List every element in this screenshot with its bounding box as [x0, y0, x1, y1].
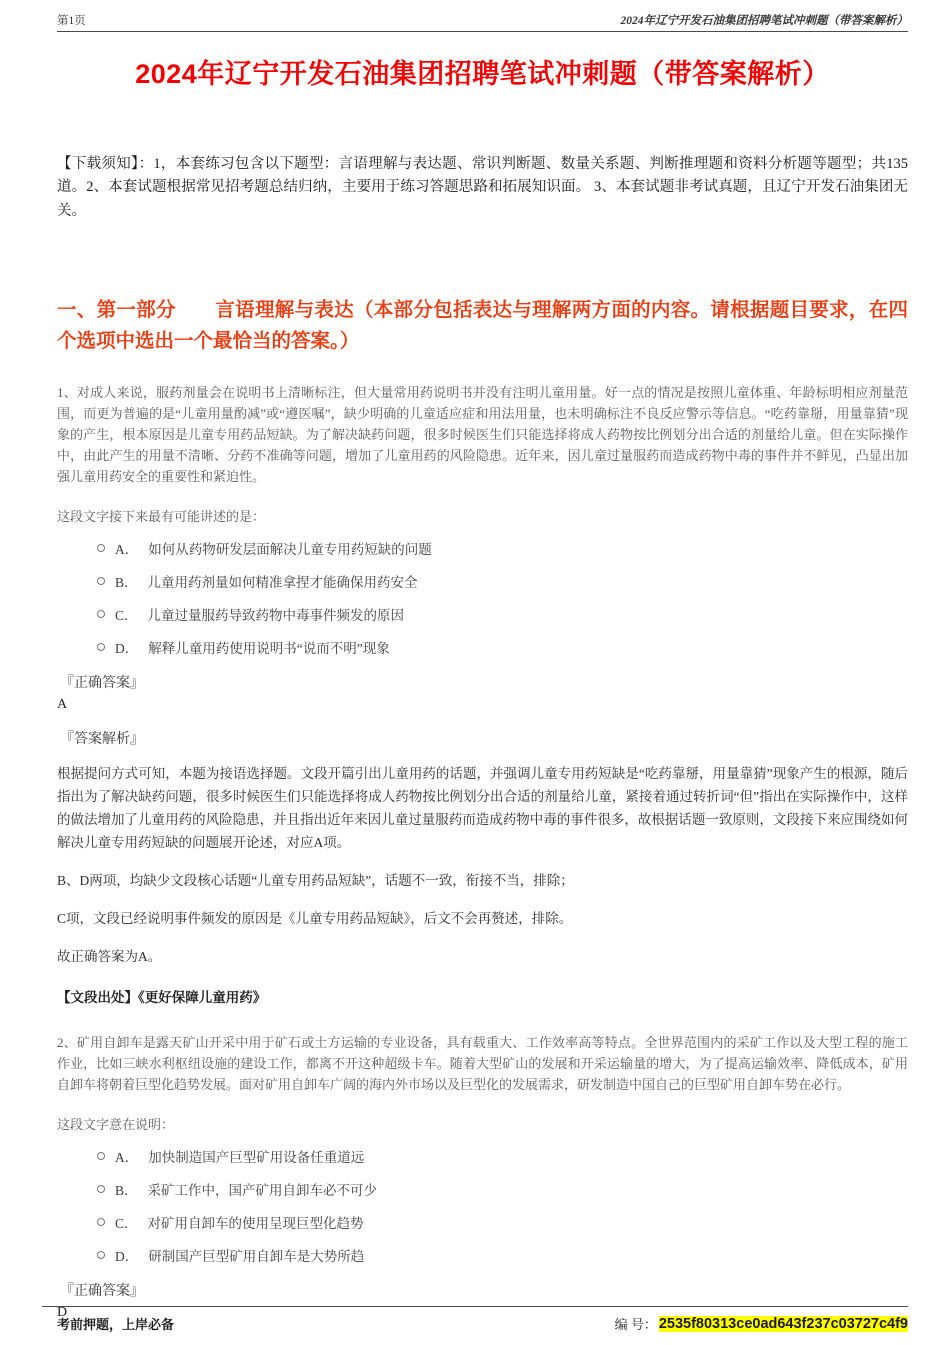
- option-text: 解释儿童用药使用说明书“说而不明”现象: [148, 641, 390, 657]
- question-1: [57, 382, 908, 1006]
- option-letter: B．: [115, 575, 138, 591]
- option-row-a[interactable]: [97, 538, 908, 558]
- footer-code-value: 2535f80313ce0ad643f237c03727c4f9: [658, 1315, 908, 1332]
- correct-answer-value: D: [57, 1304, 68, 1320]
- option-letter: A．: [115, 542, 139, 558]
- question-2-options: [97, 1146, 908, 1265]
- passage-source: 【文段出处】《更好保障儿童用药》: [57, 989, 267, 1005]
- radio-icon[interactable]: [97, 1185, 105, 1193]
- radio-icon[interactable]: [97, 643, 105, 651]
- radio-icon[interactable]: [97, 544, 105, 552]
- footer-code-group: [615, 1314, 908, 1333]
- option-text: 采矿工作中，国产矿用自卸车必不可少: [147, 1182, 378, 1198]
- question-2: [57, 1032, 908, 1321]
- header-doc-title: 2024年辽宁开发石油集团招聘笔试冲刺题（带答案解析）: [620, 15, 908, 27]
- option-letter: B．: [115, 1182, 138, 1198]
- page-title: 2024年辽宁开发石油集团招聘笔试冲刺题（带答案解析）: [135, 59, 830, 89]
- option-text: 对矿用自卸车的使用呈现巨型化趋势: [147, 1215, 364, 1231]
- option-row-c[interactable]: [97, 1212, 908, 1232]
- option-text: 加快制造国产巨型矿用设备任重道远: [148, 1149, 365, 1165]
- option-letter: C．: [115, 608, 138, 624]
- option-row-b[interactable]: [97, 571, 908, 591]
- question-2-stem: 2、矿用自卸车是露天矿山开采中用于矿石或土方运输的专业设备，具有载重大、工作效率高等特点。全世界范围内的采矿工作以及大型工程的施工作业，比如三峡水利枢纽设施的建设工作，都离不开这种超级卡车。随着大型矿山的发展和开采运输量的增大，为了提高运输效率、降低成本，矿用自卸车将朝着巨型化趋势发展。面对矿用自卸车广阔的海内外市场以及巨型化的发展需求，研发制造中国自己的巨型矿用自卸车势在必行。: [57, 1034, 908, 1092]
- analysis-label: 『答案解析』: [60, 732, 144, 748]
- question-1-options: [97, 538, 908, 657]
- question-1-stem: 1、对成人来说，服药剂量会在说明书上清晰标注，但大量常用药说明书并没有注明儿童用量。好一点的情况是按照儿童体重、年龄标明相应剂量范围，而更为普遍的是“儿童用量酌减”或“遵医嘱”，缺少明确的儿童适应症和用法用量，也未明确标注不良反应警示等信息。“吃药靠掰，用量靠猜”现象的产生，根本原因是儿童专用药品短缺。为了解决缺药问题，很多时候医生们只能选择将成人药物按比例划分出合适的剂量给儿童。但在实际操作中，由此产生的用量不清晰、分药不准确等问题，增加了儿童用药的风险隐患。近年来，因儿童过量服药而造成药物中毒的事件并不鲜见，凸显出加强儿童用药安全的重要性和紧迫性。: [57, 384, 908, 485]
- option-text: 儿童用药剂量如何精准拿捏才能确保用药安全: [147, 575, 418, 591]
- option-text: 如何从药物研发层面解决儿童专用药短缺的问题: [148, 542, 432, 558]
- correct-answer-label: 『正确答案』: [60, 676, 144, 692]
- analysis-paragraph: B、D两项，均缺少文段核心话题“儿童专用药品短缺”，话题不一致，衔接不当，排除；: [57, 872, 574, 888]
- question-2-prompt: 这段文字意在说明：: [57, 1116, 175, 1132]
- footer-slogan: 考前押题，上岸必备: [57, 1317, 175, 1332]
- page-footer: [42, 1306, 908, 1333]
- section-heading: 一、第一部分 言语理解与表达（本部分包括表达与理解两方面的内容。请根据题目要求，在四个选项中选出一个最恰当的答案。）: [57, 299, 908, 352]
- option-text: 儿童过量服药导致药物中毒事件频发的原因: [147, 608, 405, 624]
- option-letter: A．: [115, 1149, 139, 1165]
- option-row-d[interactable]: [97, 1245, 908, 1265]
- download-notice: 【下载须知】：1，本套练习包含以下题型：言语理解与表达题、常识判断题、数量关系题、判断推理题和资料分析题等题型；共135道。2、本套试题根据常见招考题总结归纳，主要用于练习答题思路和拓展知识面。 3、本套试题非考试真题，且辽宁开发石油集团无关。: [57, 156, 908, 219]
- analysis-paragraph: 根据提问方式可知，本题为接语选择题。文段开篇引出儿童用药的话题，并强调儿童专用药短缺是“吃药靠掰，用量靠猜”现象产生的根源，随后指出为了解决缺药问题，很多时候医生们只能选择将成人药物按比例划分出合适的剂量给儿童，紧接着通过转折词“但”指出在实际操作中，这样的做法增加了儿童用药的风险隐患，并且指出近年来因儿童过量服药而造成药物中毒的事件很多，故根据话题一致原则，文段接下来应围绕如何解决儿童专用药短缺的问题展开论述，对应A项。: [57, 766, 908, 850]
- analysis-paragraph: 故正确答案为A。: [57, 948, 162, 964]
- radio-icon[interactable]: [97, 577, 105, 585]
- option-letter: D．: [115, 1248, 139, 1264]
- question-1-prompt: 这段文字接下来最有可能讲述的是：: [57, 509, 266, 525]
- option-row-a[interactable]: [97, 1146, 908, 1166]
- footer-code-label: 编 号：: [614, 1317, 657, 1332]
- page-number: 第1页: [57, 15, 86, 27]
- option-row-c[interactable]: [97, 604, 908, 624]
- page-header: [57, 12, 908, 28]
- radio-icon[interactable]: [97, 610, 105, 618]
- radio-icon[interactable]: [97, 1152, 105, 1160]
- option-letter: C．: [115, 1215, 138, 1231]
- analysis-paragraph: C项，文段已经说明事件频发的原因是《儿童专用药品短缺》，后文不会再赘述，排除。: [57, 910, 573, 926]
- correct-answer-value: A: [57, 697, 68, 713]
- radio-icon[interactable]: [97, 1251, 105, 1259]
- option-letter: D．: [115, 641, 139, 657]
- correct-answer-label: 『正确答案』: [60, 1283, 144, 1299]
- radio-icon[interactable]: [97, 1218, 105, 1226]
- option-row-b[interactable]: [97, 1179, 908, 1199]
- option-text: 研制国产巨型矿用自卸车是大势所趋: [148, 1248, 365, 1264]
- header-divider: [57, 31, 908, 32]
- option-row-d[interactable]: [97, 637, 908, 657]
